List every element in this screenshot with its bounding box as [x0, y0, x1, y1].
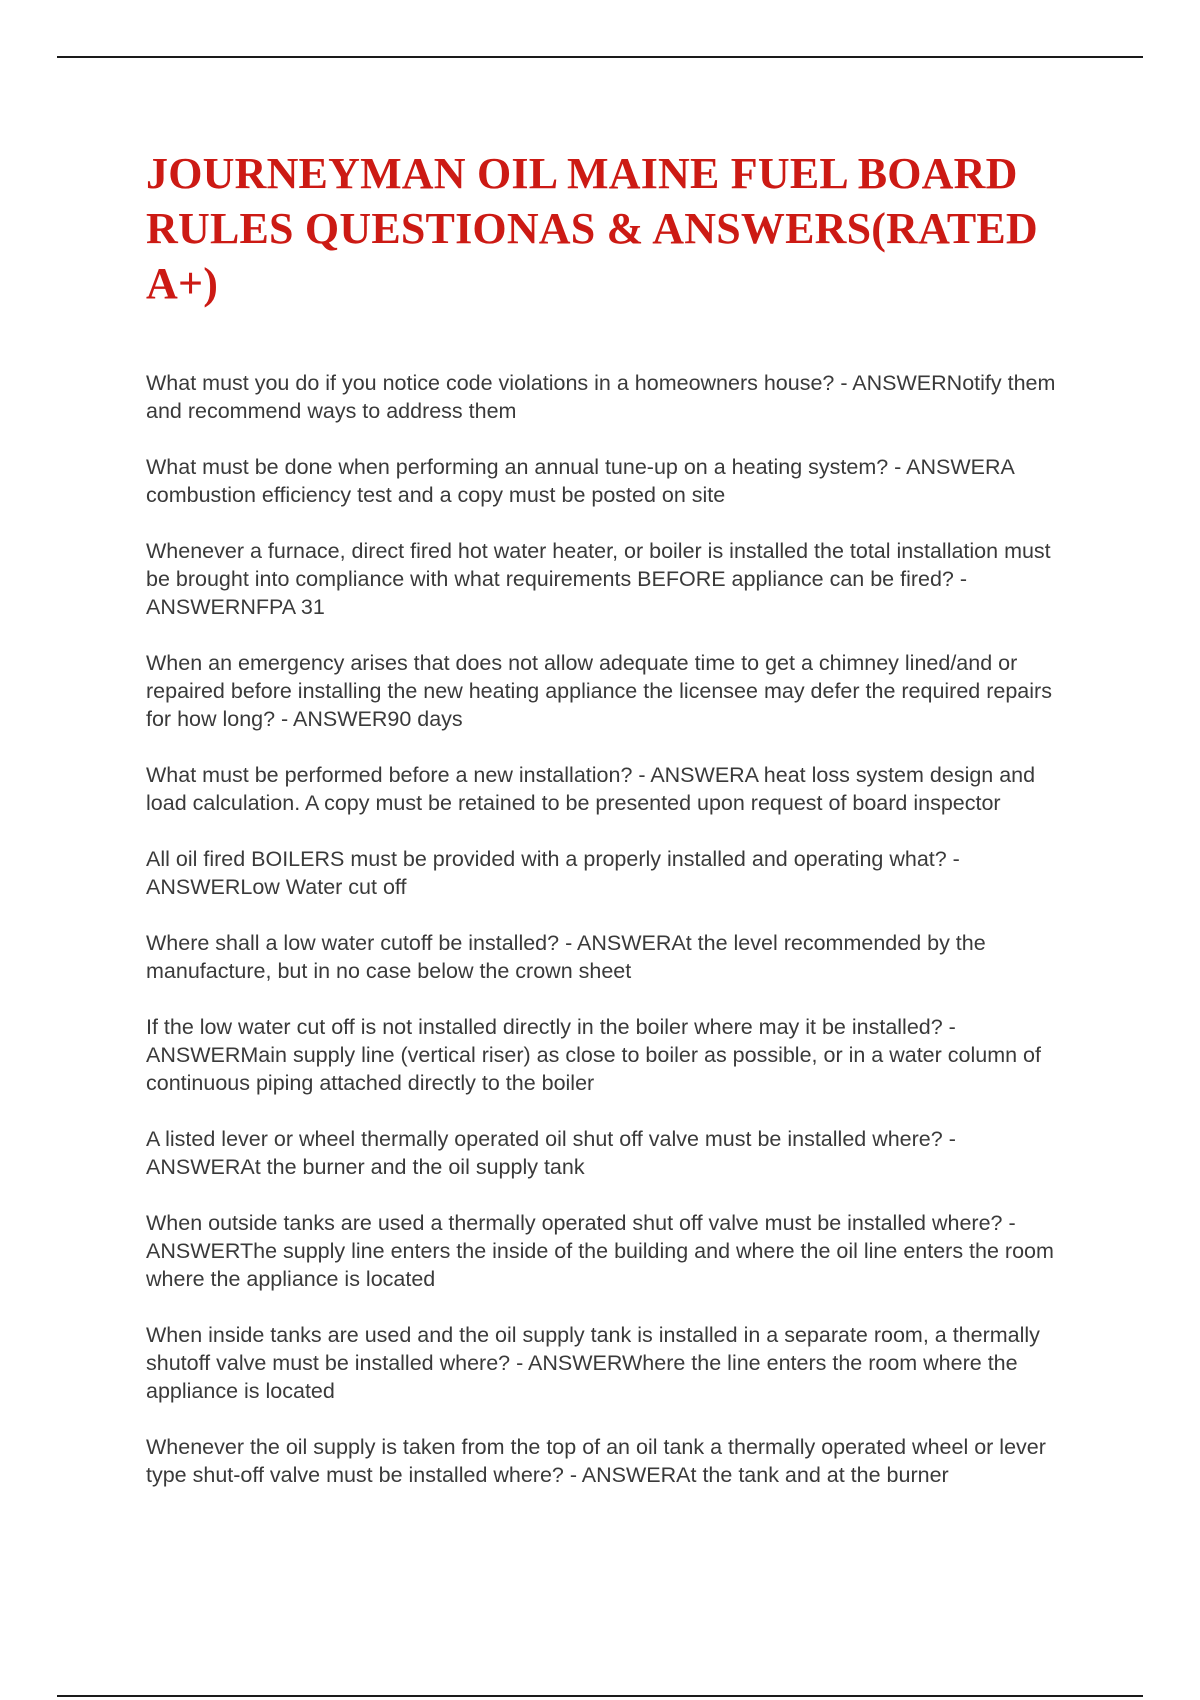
qa-item: If the low water cut off is not installed directly in the boiler where may it be installed? - ANSWERMain supply line (vertical riser) as close to boiler as possible, or in a water column of continuous piping attached directly to the boiler	[146, 1015, 1041, 1095]
qa-item: Where shall a low water cutoff be installed? - ANSWERAt the level recommended by the manufacture, but in no case below the crown sheet	[146, 931, 986, 983]
qa-item: Whenever the oil supply is taken from the top of an oil tank a thermally operated wheel or lever type shut-off valve must be installed where? - ANSWERAt the tank and at the burner	[146, 1435, 1046, 1487]
qa-item: What must you do if you notice code violations in a homeowners house? - ANSWERNotify them and recommend ways to address them	[146, 371, 1056, 423]
top-divider	[57, 56, 1143, 58]
qa-item: What must be done when performing an annual tune-up on a heating system? - ANSWERA combustion efficiency test and a copy must be posted on site	[146, 455, 1014, 507]
qa-item: Whenever a furnace, direct fired hot water heater, or boiler is installed the total installation must be brought into compliance with what requirements BEFORE appliance can be fired? - ANSWERNFPA 31	[146, 539, 1051, 619]
qa-item: A listed lever or wheel thermally operated oil shut off valve must be installed where? - ANSWERAt the burner and the oil supply tank	[146, 1127, 956, 1179]
document-page	[146, 146, 1066, 1517]
bottom-divider	[57, 1695, 1143, 1697]
qa-list	[146, 369, 1066, 1489]
qa-item: All oil fired BOILERS must be provided with a properly installed and operating what? - ANSWERLow Water cut off	[146, 847, 960, 899]
qa-item: When inside tanks are used and the oil supply tank is installed in a separate room, a thermally shutoff valve must be installed where? - ANSWERWhere the line enters the room where the appliance is located	[146, 1323, 1040, 1403]
qa-item: What must be performed before a new installation? - ANSWERA heat loss system design and load calculation. A copy must be retained to be presented upon request of board inspector	[146, 763, 1036, 815]
qa-item: When outside tanks are used a thermally operated shut off valve must be installed where? - ANSWERThe supply line enters the inside of the building and where the oil line enters the room where the appliance is located	[146, 1211, 1054, 1291]
qa-item: When an emergency arises that does not allow adequate time to get a chimney lined/and or repaired before installing the new heating appliance the licensee may defer the required repairs for how long? - ANSWER90 days	[146, 651, 1052, 731]
document-title: JOURNEYMAN OIL MAINE FUEL BOARD RULES QUESTIONAS & ANSWERS(RATED A+)	[146, 149, 1038, 308]
